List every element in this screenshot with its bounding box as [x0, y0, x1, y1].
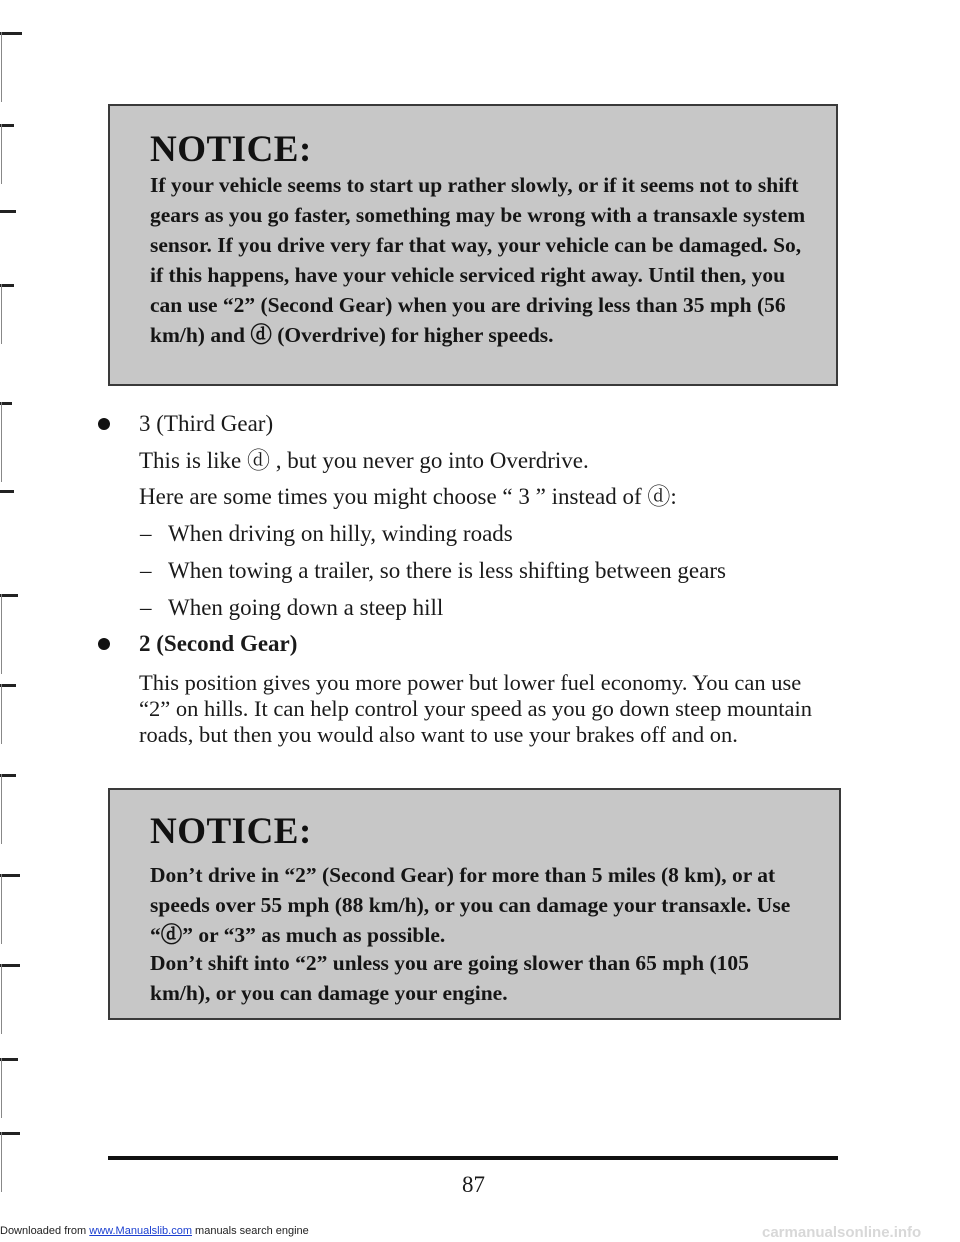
third-gear-item: When driving on hilly, winding roads — [168, 521, 513, 546]
third-gear-description: This is like ⓓ , but you never go into Overdrive. — [139, 448, 589, 473]
dash-icon: – — [140, 595, 152, 620]
notice-text: If your vehicle seems to start up rather slowly, or if it seems not to shift gears as you go faster, something may be wrong with a transaxle system sensor. If you drive very far that way, your vehicle can be damaged. So, if this happens, have your vehicle serviced right away. Until then, you can use “2” (Second Gear) when you are driving less than 35 mph (56 km/h) and ⓓ (Overdrive) for higher speeds. — [150, 173, 806, 347]
notice-text: Don’t shift into “2” unless you are going slower than 65 mph (105 km/h), or you can damage your engine. — [150, 951, 749, 1005]
page-number: 87 — [462, 1172, 485, 1197]
third-gear-item: When towing a trailer, so there is less shifting between gears — [168, 558, 726, 583]
notice-title: NOTICE: — [150, 129, 312, 170]
bullet-icon — [98, 418, 110, 430]
binding-margin-marks — [0, 0, 40, 1242]
third-gear-heading: 3 (Third Gear) — [139, 411, 274, 436]
watermark: carmanualsonline.info — [762, 1224, 922, 1241]
notice-box-transaxle-sensor — [108, 104, 838, 386]
dash-icon: – — [140, 521, 152, 546]
notice-box-second-gear — [108, 788, 841, 1020]
footer-rule — [108, 1156, 838, 1160]
manualslib-link[interactable]: www.Manualslib.com — [89, 1225, 192, 1237]
third-gear-intro: Here are some times you might choose “ 3 ” instead of ⓓ: — [139, 484, 677, 509]
footer-suffix: manuals search engine — [191, 1225, 309, 1237]
notice-title: NOTICE: — [150, 811, 312, 852]
footer-prefix: Downloaded from — [0, 1225, 90, 1237]
dash-icon: – — [140, 558, 152, 583]
second-gear-description: This position gives you more power but lower fuel economy. You can use “2” on hills. It can help control your speed as you go down steep mountain roads, but then you would also want to use your brakes off and on. — [139, 670, 812, 747]
third-gear-item: When going down a steep hill — [168, 595, 444, 620]
notice-text: Don’t drive in “2” (Second Gear) for more than 5 miles (8 km), or at speeds over 55 mph (88 km/h), or you can damage your transaxle. Use “ⓓ” or “3” as much as possible. — [150, 863, 791, 947]
second-gear-heading: 2 (Second Gear) — [139, 631, 298, 656]
bullet-icon — [98, 638, 110, 650]
download-footer — [0, 1225, 309, 1237]
